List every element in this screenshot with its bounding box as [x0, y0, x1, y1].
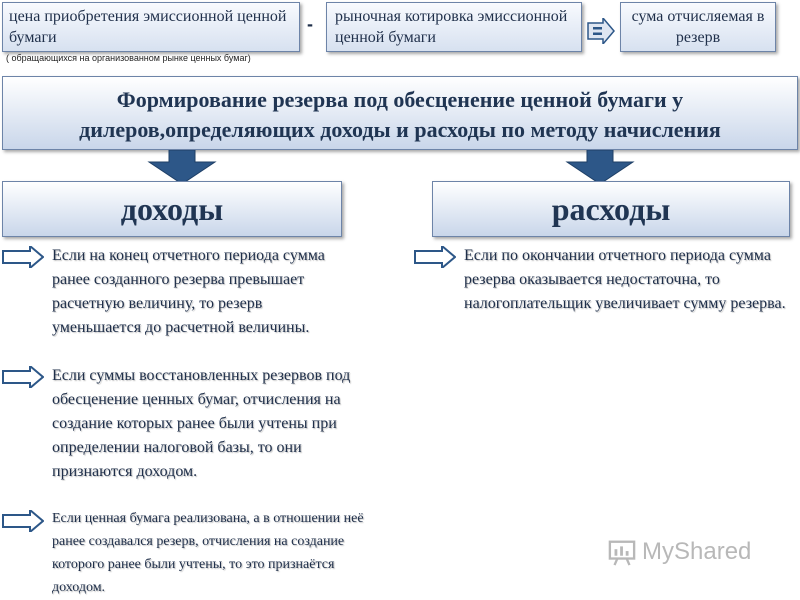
right-arrow-icon [414, 246, 456, 268]
right-arrow-icon [2, 366, 44, 388]
right-arrow-icon [2, 246, 44, 268]
down-arrow-icon-expense [565, 150, 635, 184]
formula-term-market-quote [326, 2, 582, 52]
minus-operator: - [307, 14, 313, 34]
myshared-logo-icon [608, 538, 636, 566]
formula-result-reserve [620, 2, 776, 52]
watermark-text: MyShared [642, 538, 752, 565]
formula-term-purchase-price [2, 2, 300, 52]
expense-header-text: расходы [551, 191, 671, 227]
right-arrow-icon [2, 510, 44, 532]
expense-header [432, 181, 790, 237]
income-item-3: Если ценная бумага реализована, а в отношении неё ранее создавался резерв, отчисления на создание которого ранее были учтены, то это признаётся доходом. [52, 511, 364, 595]
expense-item-1: Если по окончании отчетного периода сумма резерва оказывается недостаточна, то налогоплательщик увеличивает сумму резерва. [464, 247, 786, 312]
main-title-text: Формирование резерва под обесценение ценной бумаги у дилеров,определяющих доходы и расходы по методу начисления [79, 87, 721, 142]
equals-arrow-icon [587, 18, 615, 44]
formula-term-market-quote-text: рыночная котировка эмиссионной ценной бумаги [335, 8, 568, 46]
income-item-1: Если на конец отчетного периода сумма ранее созданного резерва превышает расчетную величину, то резерв уменьшается до расчетной величины. [52, 247, 325, 336]
formula-result-reserve-text: сума отчисляемая в резерв [631, 8, 765, 46]
income-item-2: Если суммы восстановленных резервов под обесценение ценных бумаг, отчисления на создание которых ранее были учтены при определении налоговой базы, то они признаются доходом. [52, 367, 351, 480]
down-arrow-icon-income [147, 150, 217, 184]
main-title [2, 76, 798, 150]
income-header-text: доходы [120, 191, 224, 227]
income-header [2, 181, 342, 237]
watermark [608, 538, 751, 566]
formula-term-note: ( обращающихся на организованном рынке ценных бумаг) [6, 53, 251, 63]
formula-term-purchase-price-text: цена приобретения эмиссионной ценной бумаги [9, 8, 287, 46]
